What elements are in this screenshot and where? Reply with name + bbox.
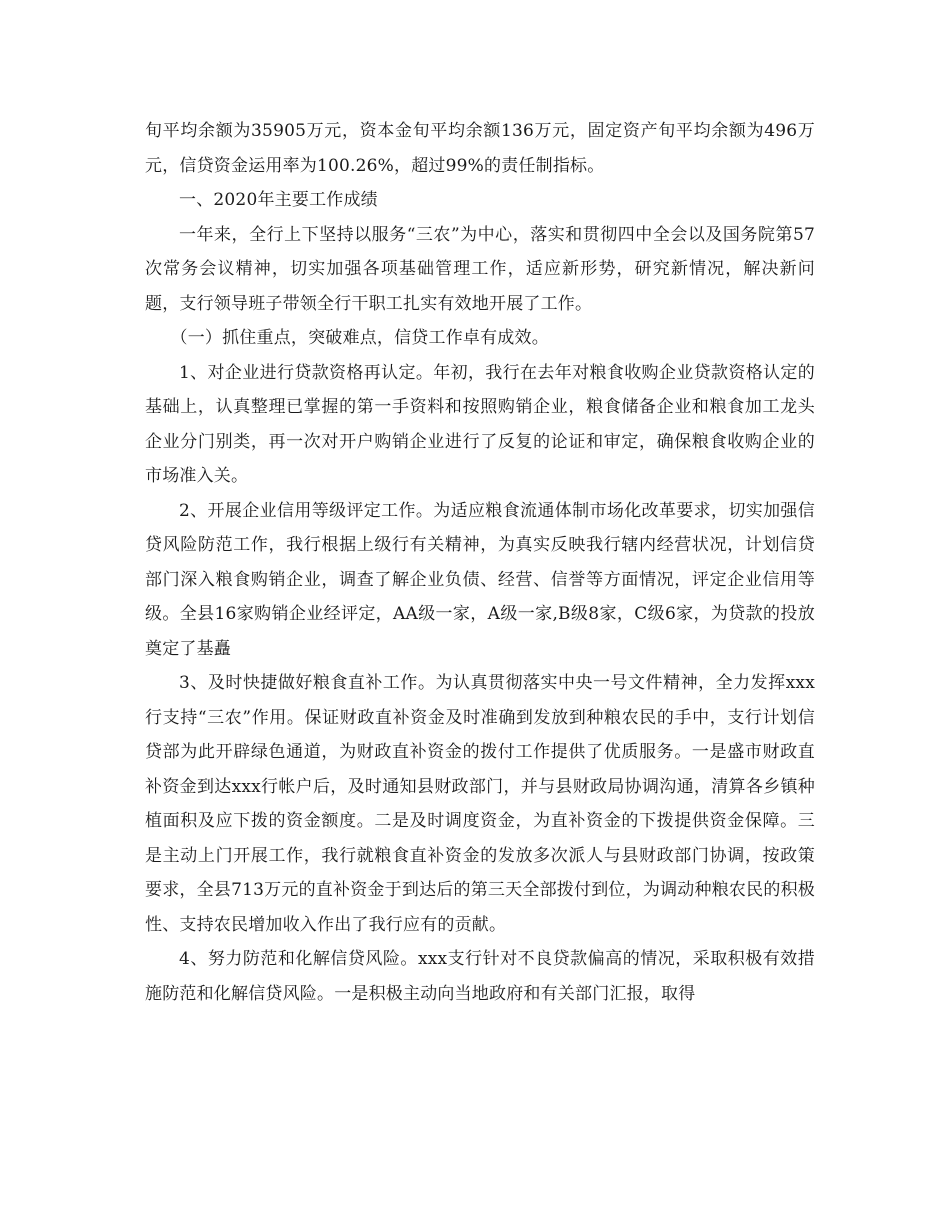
paragraph-item-2: 2、开展企业信用等级评定工作。为适应粮食流通体制市场化改革要求，切实加强信贷风险防范工作，我行根据上级行有关精神，为真实反映我行辖内经营状况，计划信贷部门深入粮食购销企业，调查了解企业负债、经营、信誉等方面情况，评定企业信用等级。全县16家购销企业经评定，AA级一家，A级一家,B级8家，C级6家，为贷款的投放奠定了基矗: [145, 500, 815, 659]
paragraph-continuation: 旬平均余额为35905万元，资本金旬平均余额136万元，固定资产旬平均余额为496万元，信贷资金运用率为100.26%，超过99%的责任制指标。: [145, 121, 815, 176]
paragraph-intro: 一年来，全行上下坚持以服务“三农”为中心，落实和贯彻四中全会以及国务院第57次常务会议精神，切实加强各项基础管理工作，适应新形势，研究新情况，解决新问题，支行领导班子带领全行干职工扎实有效地开展了工作。: [145, 224, 815, 314]
paragraph-item-1: 1、对企业进行贷款资格再认定。年初，我行在去年对粮食收购企业贷款资格认定的基础上，认真整理已掌握的第一手资料和按照购销企业，粮食储备企业和粮食加工龙头企业分门别类，再一次对开户购销企业进行了反复的论证和审定，确保粮食收购企业的市场准入关。: [145, 362, 815, 486]
paragraph-item-4: 4、努力防范和化解信贷风险。xxx支行针对不良贷款偏高的情况，采取积极有效措施防范和化解信贷风险。一是积极主动向当地政府和有关部门汇报，取得: [145, 949, 815, 1004]
section-heading: 一、2020年主要工作成绩: [179, 190, 378, 210]
paragraph-item-3: 3、及时快捷做好粮食直补工作。为认真贯彻落实中央一号文件精神，全力发挥xxx行支持“三农”作用。保证财政直补资金及时准确到发放到种粮农民的手中，支行计划信贷部为此开辟绿色通道，为财政直补资金的拨付工作提供了优质服务。一是盛市财政直补资金到达xxx行帐户后，及时通知县财政部门，并与县财政局协调沟通，清算各乡镇种植面积及应下拨的资金额度。二是及时调度资金，为直补资金的下拨提供资金保障。三是主动上门开展工作，我行就粮食直补资金的发放多次派人与县财政部门协调，按政策要求，全县713万元的直补资金于到达后的第三天全部拨付到位，为调动种粮农民的积极性、支持农民增加收入作出了我行应有的贡献。: [145, 673, 815, 935]
sub-heading: （一）抓住重点，突破难点，信贷工作卓有成效。: [170, 328, 549, 348]
document-body: [145, 114, 815, 1011]
